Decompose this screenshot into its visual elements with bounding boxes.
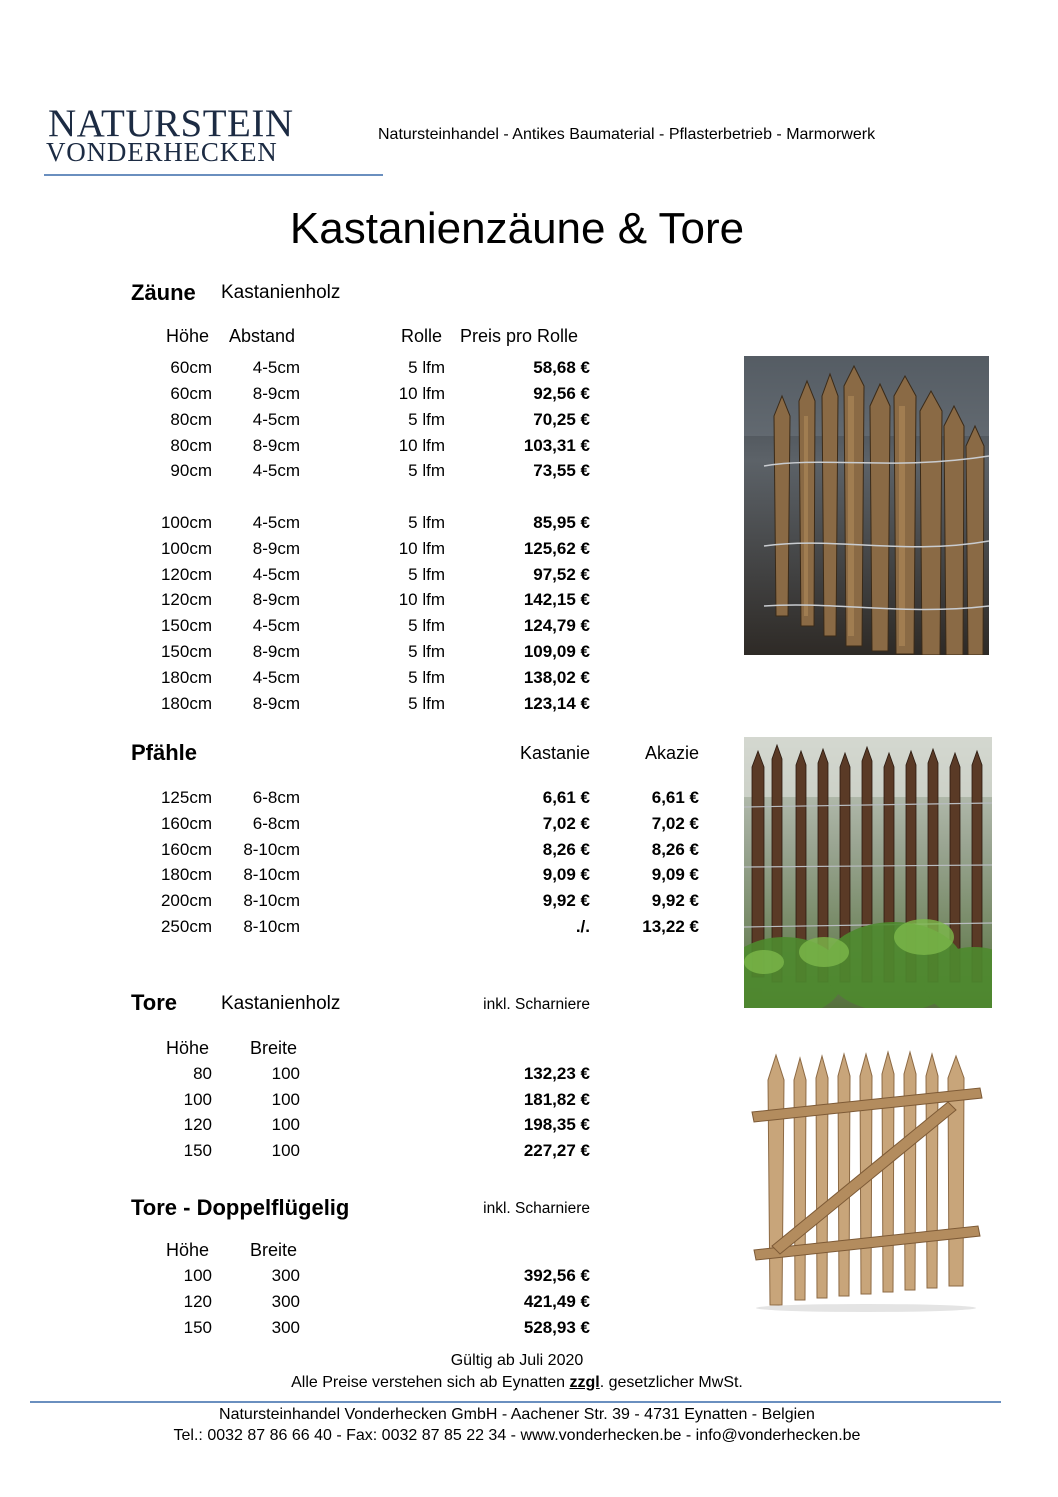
tore-cell-breite: 100: [271, 1140, 300, 1160]
tore-doppel-cell-breite: 300: [271, 1266, 300, 1285]
zaeune-cell-preis: 142,15 €: [523, 590, 590, 609]
pfaehle-cell-akazie: 9,09 €: [651, 865, 699, 885]
tore-cell-preis: 198,35 €: [523, 1115, 590, 1135]
tore-doppel-cell-hoehe: 120: [183, 1292, 212, 1311]
zaeune-cell-abstand: 4-5cm: [252, 565, 300, 584]
zaeune-cell-abstand: 4-5cm: [252, 358, 300, 377]
zaeune-cell-hoehe: 90cm: [170, 461, 212, 480]
tore-cell-hoehe: 150: [183, 1140, 212, 1160]
pfaehle-heading: Pfähle: [131, 740, 198, 765]
tore-cell-preis: 132,23 €: [523, 1064, 590, 1083]
zaeune-cell-hoehe: 60cm: [170, 358, 212, 377]
zaeune-cell-abstand: 4-5cm: [252, 410, 300, 429]
tore-doppel-cell-breite: 300: [271, 1292, 300, 1311]
vat-note: [0, 1374, 1034, 1392]
pfaehle-cell-hoehe: 160cm: [160, 813, 212, 833]
zaeune-cell-rolle: 5 lfm: [408, 565, 445, 584]
page-title: Kastanienzäune & Tore: [289, 204, 745, 253]
zaeune-cell-rolle: 5 lfm: [408, 461, 445, 480]
zaeune-cell-hoehe: 120cm: [160, 590, 212, 609]
zaeune-cell-hoehe: 100cm: [160, 539, 212, 558]
pfaehle-cell-hoehe: 180cm: [160, 865, 212, 885]
fence-garden-illustration: [744, 737, 992, 1008]
pfaehle-cell-kastanie: 7,02 €: [542, 813, 590, 833]
zaeune-cell-preis: 70,25 €: [533, 410, 590, 429]
zaeune-cell-rolle: 10 lfm: [398, 590, 445, 609]
zaeune-cell-rolle: 10 lfm: [398, 436, 445, 455]
tore-cell-hoehe: 80: [193, 1064, 212, 1083]
fence-garden-photo: [744, 737, 992, 1008]
col-header-abstand: Abstand: [229, 326, 296, 346]
zaeune-cell-abstand: 8-9cm: [252, 694, 300, 713]
pfaehle-cell-kastanie: 6,61 €: [542, 788, 590, 807]
zaeune-cell-preis: 92,56 €: [533, 384, 590, 403]
vat-note-pre: Alle Preise verstehen sich ab Eynatten: [291, 1374, 570, 1391]
tore-cell-preis: 227,27 €: [523, 1140, 590, 1160]
zaeune-cell-abstand: 8-9cm: [252, 436, 300, 455]
zaeune-cell-preis: 103,31 €: [523, 436, 590, 455]
zaeune-cell-hoehe: 100cm: [160, 513, 212, 532]
zaeune-cell-preis: 85,95 €: [533, 513, 590, 532]
logo-line1: NATURSTEIN: [48, 102, 294, 145]
fence-rolls-illustration: [744, 356, 989, 655]
pfaehle-cell-durchmesser: 8-10cm: [243, 839, 300, 859]
zaeune-cell-hoehe: 150cm: [160, 642, 212, 661]
zaeune-cell-rolle: 5 lfm: [408, 513, 445, 532]
zaeune-cell-hoehe: 80cm: [170, 436, 212, 455]
tore-col-breite: Breite: [250, 1038, 298, 1058]
pfaehle-cell-akazie: 6,61 €: [651, 788, 699, 807]
zaeune-cell-rolle: 5 lfm: [408, 410, 445, 429]
pfaehle-cell-hoehe: 160cm: [160, 839, 212, 859]
tore-doppel-cell-preis: 392,56 €: [523, 1266, 590, 1285]
vat-note-post: . gesetzlicher MwSt.: [599, 1374, 743, 1391]
zaeune-cell-abstand: 8-9cm: [252, 642, 300, 661]
zaeune-cell-preis: 73,55 €: [533, 461, 590, 480]
pfaehle-cell-kastanie: ./.: [575, 917, 590, 936]
zaeune-cell-hoehe: 120cm: [160, 565, 212, 584]
tore-doppel-col-breite: Breite: [250, 1240, 298, 1260]
pfaehle-cell-durchmesser: 6-8cm: [252, 788, 300, 807]
tore-doppel-cell-hoehe: 100: [183, 1266, 212, 1285]
zaeune-cell-preis: 125,62 €: [523, 539, 590, 558]
zaeune-cell-rolle: 10 lfm: [398, 539, 445, 558]
logo-line2: VONDERHECKEN: [46, 137, 278, 167]
zaeune-cell-hoehe: 150cm: [160, 616, 212, 635]
pfaehle-cell-durchmesser: 6-8cm: [252, 813, 300, 833]
validity-date: Gültig ab Juli 2020: [450, 1352, 584, 1369]
pfaehle-cell-durchmesser: 8-10cm: [243, 917, 300, 936]
pfaehle-cell-kastanie: 9,09 €: [542, 865, 590, 885]
vat-note-emphasis: zzgl: [569, 1374, 600, 1391]
zaeune-cell-abstand: 8-9cm: [252, 590, 300, 609]
zaeune-cell-abstand: 4-5cm: [252, 461, 300, 480]
zaeune-cell-abstand: 4-5cm: [252, 668, 300, 687]
pfaehle-cell-hoehe: 250cm: [160, 917, 212, 936]
zaeune-cell-hoehe: 60cm: [170, 384, 212, 403]
zaeune-subheading: Kastanienholz: [221, 282, 341, 303]
gate-illustration: [748, 1050, 986, 1312]
zaeune-cell-preis: 58,68 €: [533, 358, 590, 377]
tore-note: inkl. Scharniere: [483, 996, 590, 1013]
tore-doppel-cell-preis: 528,93 €: [523, 1318, 590, 1337]
footer-address: Natursteinhandel Vonderhecken GmbH - Aachener Str. 39 - 4731 Eynatten - Belgien: [219, 1406, 815, 1423]
tore-doppel-heading: Tore - Doppelflügelig: [131, 1195, 350, 1220]
tore-doppel-cell-hoehe: 150: [183, 1318, 212, 1337]
zaeune-cell-abstand: 8-9cm: [252, 539, 300, 558]
header-divider: [44, 174, 383, 176]
tore-doppel-cell-breite: 300: [271, 1318, 300, 1337]
tagline: Natursteinhandel - Antikes Baumaterial - Pflasterbetrieb - Marmorwerk: [378, 126, 876, 143]
pfaehle-cell-kastanie: 8,26 €: [542, 839, 590, 859]
zaeune-cell-preis: 97,52 €: [533, 565, 590, 584]
tore-cell-hoehe: 120: [183, 1115, 212, 1135]
zaeune-cell-rolle: 5 lfm: [408, 358, 445, 377]
zaeune-cell-hoehe: 180cm: [160, 694, 212, 713]
tore-cell-breite: 100: [271, 1064, 300, 1083]
pfaehle-cell-durchmesser: 8-10cm: [243, 891, 300, 911]
footer-divider: [30, 1401, 1001, 1403]
zaeune-heading: Zäune: [131, 280, 196, 305]
pfaehle-cell-akazie: 13,22 €: [642, 917, 699, 936]
tore-doppel-cell-preis: 421,49 €: [523, 1292, 590, 1311]
col-header-kastanie: Kastanie: [519, 743, 590, 763]
tore-doppel-note: inkl. Scharniere: [483, 1200, 590, 1217]
zaeune-cell-preis: 109,09 €: [523, 642, 590, 661]
zaeune-cell-abstand: 4-5cm: [252, 616, 300, 635]
zaeune-cell-preis: 124,79 €: [523, 616, 590, 635]
tore-cell-breite: 100: [271, 1089, 300, 1109]
zaeune-cell-preis: 138,02 €: [523, 668, 590, 687]
col-header-rolle: Rolle: [401, 326, 443, 346]
tore-heading: Tore: [131, 990, 178, 1015]
footer-contact: Tel.: 0032 87 86 66 40 - Fax: 0032 87 85 22 34 - www.vonderhecken.be - info@vonderhecken.be: [173, 1427, 861, 1444]
zaeune-cell-rolle: 10 lfm: [398, 384, 445, 403]
zaeune-cell-rolle: 5 lfm: [408, 642, 445, 661]
tore-cell-hoehe: 100: [183, 1089, 212, 1109]
zaeune-cell-rolle: 5 lfm: [408, 616, 445, 635]
fence-rolls-photo: [744, 356, 989, 655]
gate-photo: [748, 1050, 986, 1312]
col-header-akazie: Akazie: [644, 743, 699, 763]
col-header-preis: Preis pro Rolle: [460, 326, 579, 346]
pfaehle-cell-akazie: 9,92 €: [651, 891, 699, 911]
zaeune-cell-preis: 123,14 €: [523, 694, 590, 713]
zaeune-cell-abstand: 8-9cm: [252, 384, 300, 403]
pfaehle-cell-akazie: 8,26 €: [651, 839, 699, 859]
zaeune-cell-abstand: 4-5cm: [252, 513, 300, 532]
tore-cell-preis: 181,82 €: [523, 1089, 590, 1109]
tore-col-hoehe: Höhe: [166, 1038, 210, 1058]
pfaehle-cell-hoehe: 125cm: [160, 788, 212, 807]
zaeune-cell-hoehe: 80cm: [170, 410, 212, 429]
zaeune-cell-hoehe: 180cm: [160, 668, 212, 687]
tore-subheading: Kastanienholz: [221, 993, 341, 1014]
tore-cell-breite: 100: [271, 1115, 300, 1135]
pfaehle-cell-hoehe: 200cm: [160, 891, 212, 911]
zaeune-cell-rolle: 5 lfm: [408, 694, 445, 713]
pfaehle-cell-akazie: 7,02 €: [651, 813, 699, 833]
pfaehle-cell-kastanie: 9,92 €: [542, 891, 590, 911]
col-header-hoehe: Höhe: [166, 326, 210, 346]
tore-doppel-col-hoehe: Höhe: [166, 1240, 210, 1260]
pfaehle-cell-durchmesser: 8-10cm: [243, 865, 300, 885]
zaeune-cell-rolle: 5 lfm: [408, 668, 445, 687]
